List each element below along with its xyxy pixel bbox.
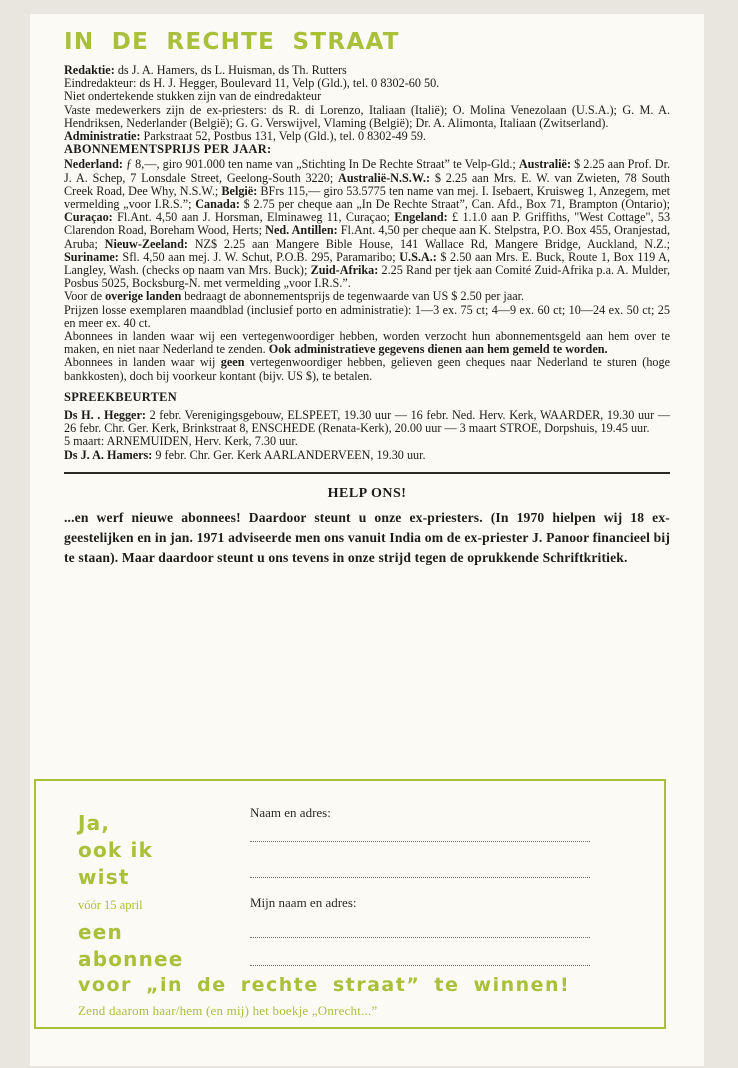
abonnement-country-text: Fl.Ant. 4,50 aan J. Horsman, Elminaweg 11, Curaçao; (117, 210, 390, 225)
abonnement-country-label: Australië-N.S.W.: (338, 170, 431, 185)
geen-post: vertegenwoordiger hebben, gelieven geen cheques naar Nederland te sturen (hoge bankkosten), doch bij voorkeur kontant (bijv. US $), te betalen. (64, 355, 671, 383)
abonnement-country-text: $ 2.25 aan Mrs. E. W. van Zwieten, 78 South Creek Road, Dee Why, N.S.W.; (64, 170, 671, 198)
mijn-naam-adres-line-1[interactable] (250, 937, 590, 938)
abonnement-country-label: Canada: (195, 197, 240, 212)
abonnement-country-text: BFrs 115,— giro 53.5775 ten name van mej. I. Isebaert, Kruisweg 1, Anzegem, met vermelding „voor I.R.S.”; (64, 183, 671, 212)
abonnement-country-text: ƒ 8,—, giro 901.000 ten name van „Stichting In De Rechte Straat” te Velp-Gld.; (126, 157, 516, 172)
abonnement-country-text: Fl.Ant. 4,50 per cheque aan K. Stelpstra, P.O. Box 455, Oranjestad, Aruba; (64, 223, 671, 251)
help-text: ...en werf nieuwe abonnees! Daardoor steunt u onze ex-priesters. (In 1970 hielpen wij 18 ex-geestelijken en in jan. 1971 adviseerde men ons vanuit India om de ex-priester J. Panoor financieel bij te staan). Maar daardoor steunt u ons tevens in onze strijd tegen de oprukkende Schriftkritiek. (64, 509, 670, 565)
vaste-medewerkers-line: Vaste medewerkers zijn de ex-priesters: ds R. di Lorenzo, Italiaan (Italië); O. Molina Venezolaan (U.S.A.); G. M. A. Hendriksen, Nederlander (België); G. G. Verswijvel, Vlaming (België); Dr. A. Alimonta, Italiaan (Zwitserland). (64, 102, 670, 130)
abonnement-country-text: 2.25 Rand per tjek aan Comité Zuid-Afrika p.a. A. Mulder, Posbus 5025, Bocksburg-N. met vermelding „voor I.R.S.”. (64, 263, 671, 291)
mijn-naam-adres-label: Mijn naam en adres: (250, 895, 357, 910)
hegger-text: 2 febr. Verenigingsgebouw, ELSPEET, 19.30 uur — 16 febr. Ned. Herv. Kerk, WAARDER, 19.30 uur — 26 febr. Chr. Ger. Kerk, Brinkstraat 8, ENSCHEDE (Renata-Kerk), 20.00 uur — 3 maart STROE, Dorpshuis, 19.45 uur. (64, 408, 671, 436)
help-title: HELP ONS! (327, 485, 407, 501)
colophon (64, 64, 670, 462)
niet-ondertekend-line: Niet ondertekende stukken zijn van de eindredakteur (64, 89, 322, 104)
abonnement-country-text: £ 1.1.0 aan P. Griffiths, "West Cottage", 53 Clarendon Road, Boreham Wood, Herts; (64, 210, 671, 238)
redaktie-names: ds J. A. Hamers, ds L. Huisman, ds Th. Rutters (117, 63, 347, 77)
arnemuiden-line: 5 maart: ARNEMUIDEN, Herv. Kerk, 7.30 uur. (64, 434, 298, 449)
slogan-ja: Ja, (78, 811, 111, 835)
abonnement-country-label: U.S.A.: (399, 249, 437, 264)
subscription-form (34, 779, 666, 1029)
spreekbeurten-heading: SPREEKBEURTEN (64, 389, 177, 404)
abonnement-country-label: Curaçao: (64, 210, 113, 225)
abonnement-country-label: Engeland: (394, 210, 448, 225)
abonnement-country-label: Ned. Antillen: (265, 223, 338, 238)
abonnement-country-text: $ 2.25 aan Prof. Dr. J. A. Schep, 7 Lonsdale Street, Geelong-South 3220; (64, 157, 671, 185)
slogan-een: een (78, 920, 123, 944)
abonnement-list (64, 158, 670, 290)
vertegenwoordiger-line (64, 330, 670, 356)
abonnement-country-label: Australië: (518, 157, 571, 172)
hamers-text: 9 febr. Chr. Ger. Kerk AARLANDERVEEN, 19.30 uur. (155, 447, 426, 462)
masthead-title: IN DE RECHTE STRAAT (64, 29, 400, 55)
hegger-line (64, 409, 670, 435)
slogan-ook-ik: ook ik (78, 838, 154, 862)
administratie-address: Parkstraat 52, Postbus 131, Velp (Gld.), tel. 0 8302-49 59. (143, 129, 426, 144)
abonnement-country-text: Sfl. 4,50 aan mej. J. W. Schut, P.O.B. 295, Paramaribo; (122, 249, 396, 264)
vertegenwoordiger-bold: Ook administratieve gegevens dienen aan hem gemeld te worden. (268, 342, 608, 357)
overige-pre: Voor de (64, 289, 103, 304)
naam-adres-label: Naam en adres: (250, 805, 331, 820)
slogan-abonnee: abonnee (78, 947, 184, 971)
abonnement-country-label: Nederland: (64, 157, 123, 172)
naam-adres-line-2[interactable] (250, 877, 590, 878)
overige-post: bedraagt de abonnementsprijs de tegenwaarde van US $ 2.50 per jaar. (184, 289, 525, 304)
abonnement-country-text: $ 2.75 per cheque aan „In De Rechte Straat”, Can. Afd., Box 71, Brampton (Ontario); (243, 197, 671, 212)
form-footer-text: Zend daarom haar/hem (en mij) het boekje „Onrecht...” (78, 1003, 378, 1018)
mijn-naam-adres-line-2[interactable] (250, 965, 590, 966)
slogan-main-line: voor „in de rechte straat” te winnen! (78, 974, 571, 996)
losse-exemplaren-line: Prijzen losse exemplaren maandblad (inclusief porto en administratie): 1—3 ex. 75 ct; 4—9 ex. 60 ct; 10—24 ex. 50 ct; 25 en meer ex. 40 ct. (64, 302, 670, 330)
naam-adres-line-1[interactable] (250, 841, 590, 842)
hegger-label: Ds H. . Hegger: (64, 408, 146, 423)
divider-rule (64, 472, 670, 474)
page (30, 14, 704, 1066)
geen-vertegenwoordiger-line (64, 356, 670, 382)
abonnement-country-label: Nieuw-Zeeland: (104, 236, 188, 251)
slogan-voor-15-april: vóór 15 april (78, 898, 143, 912)
vertegenwoordiger-pre: Abonnees in landen waar wij een vertegenwoordiger hebben, worden verzocht hun abonnementsgeld aan hem over te maken, en niet naar Nederland te zenden. (64, 329, 670, 357)
abonnement-country-label: Suriname: (64, 249, 119, 264)
redaktie-label: Redaktie: (64, 63, 115, 77)
geen-pre: Abonnees in landen waar wij (64, 355, 216, 370)
abonnement-country-label: België: (221, 183, 258, 198)
overige-bold: overige landen (105, 289, 182, 304)
eindredakteur-line: Eindredakteur: ds H. J. Hegger, Boulevard 11, Velp (Gld.), tel. 0 8302-60 50. (64, 76, 440, 91)
abonnement-country-label: Zuid-Afrika: (310, 263, 379, 278)
administratie-label: Administratie: (64, 129, 141, 144)
hamers-line (64, 449, 670, 462)
overige-landen-line (64, 290, 670, 303)
abonnement-country-text: NZ$ 2.25 aan Mangere Bible House, 141 Wallace Rd, Mangere Bridge, Auckland, N.Z.; (194, 236, 671, 251)
slogan-wist: wist (78, 865, 130, 889)
hamers-label: Ds J. A. Hamers: (64, 447, 153, 462)
geen-bold: geen (220, 355, 245, 370)
abonnement-country-text: $ 2.50 aan Mrs. E. Buck, Route 1, Box 119 A, Langley, Wash. (checks op naam van Mrs. Buck); (64, 249, 671, 278)
abonnement-heading: ABONNEMENTSPRIJS PER JAAR: (64, 142, 272, 157)
